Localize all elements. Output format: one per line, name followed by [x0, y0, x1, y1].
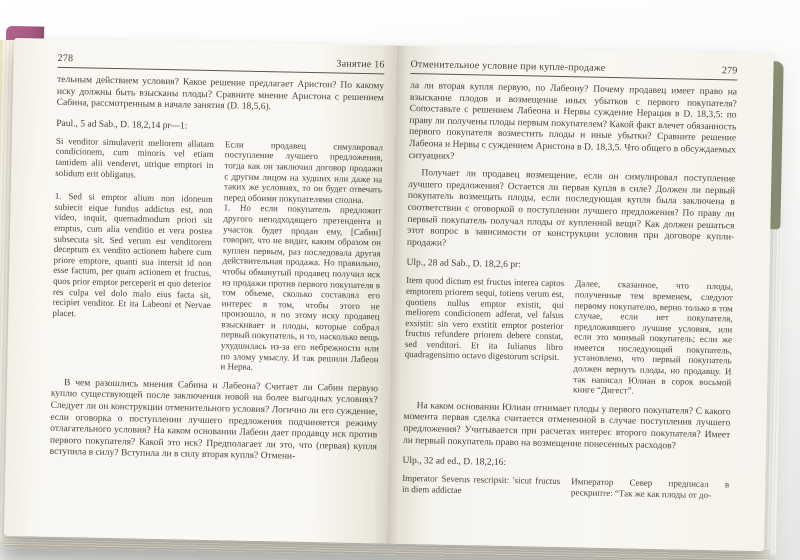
right-columns-1: [404, 275, 733, 398]
latin-paragraph-2: 1. Sed si emptor alium non idoneum subiecit eique fundus addictus est, non video, inquit, quemadmodum priori sit emptus, cum alia venditio et vera postea subsecuta sit. Sed verum est venditorem deceptum ex vendito actionem habere cum priore emptore, quanti sua intersit id non esse factum, per quam actionem et fructus, quos prior emptor perceperit et quo deterior res culpa vel dolo malo eius facta sit, recipiet venditor. Et ita Labeoni et Nervae placet.: [52, 191, 213, 318]
right-intro-paragraph-2: Получает ли продавец возмещение, если он симулировал поступление лучшего предложения? Остается ли первая купля в силе? Должен ли первый покупатель возмещать плоды, если последующая купля была заключена в соответствии с оговоркой о поступлении лучшего предложения? По праву ли первый покупатель получал плоды от купленной вещи? Как должен решаться этот вопрос в зависимости от конструкции условия при договоре купли-продажи?: [406, 168, 736, 249]
russian-paragraph-1: Если продавец симулировал поступление лучшего предложения, тогда как он заключил договор продажи с другим лицом на худших или даже на таких же условиях, то он будет отвечать перед обоими покупателями сполна.: [223, 139, 383, 205]
right-citation-2: Ulp., 32 ad ed., D. 18,2,16:: [402, 456, 507, 469]
right-latin-column-2: [402, 473, 560, 497]
left-intro-paragraph: тельным действием условия? Какое решение предлагает Аристон? По какому иску должны быть взысканы плоды? Сравните мнение Аристона с решением Сабина, рассмотренным в начале занятия (D. 18,5,6).: [56, 74, 385, 113]
latin-paragraph-1: Si venditor simulaverit meliorem allatam condicionem, cum minoris vel etiam tantidem alii venderet, utrique emptori in solidum erit obligatus.: [55, 135, 215, 180]
russian-paragraph: Далее, сказанное, что плоды, полученные тем временем, следуют первому покупателю, верно только в том случае, если нет покупателя, предложившего лучшие условия, или если это мнимый покупатель; если же имеется последующий покупатель, установлено, что первый покупатель должен вернуть плоды, но продавцу. И так написал Юлиан в сорок восьмой книге “Дигест”.: [572, 278, 734, 396]
left-russian-column: [220, 139, 383, 375]
left-columns: [51, 136, 383, 376]
page-left-header: [57, 53, 384, 75]
page-number-right: 279: [721, 65, 738, 77]
left-citation: Paul., 5 ad Sab., D. 18,2,14 pr—1:: [56, 118, 188, 132]
right-intro-paragraph-1: ла ли вторая купля первую, по Лабеону? Почему продавец имеет право на взыскание плодов и возмещение иных убытков с первого покупателя? Сопоставьте с решением Лабеона и Нервы суждение Нерация в D. 18,3,5: по праву ли получены плоды первым покупателем? Какой факт влечет обязанность первого покупателя возместить плоды и иные убытки? Сравните решение Лабеона и Нервы с суждением Аристона в D. 18,3,5. Что общего в обсуждаемых ситуациях?: [408, 80, 738, 162]
page-spread: [4, 38, 774, 551]
right-russian-column-2: [571, 476, 729, 500]
running-title-left: Занятие 16: [336, 58, 385, 71]
latin-paragraph: Item quod dictum est fructus interea captos emptorem priorem sequi, totiens verum est, quotiens nullus emptor existit, qui meliorem condicionem adferat, vel falsus exsistit: sin vero exstitit emptor posterior fructus refundere priorem debere constat, sed venditori. Et ita Iulianus libro quadragensimo octavo digestorum scripsit.: [404, 275, 565, 363]
russian-paragraph: Император Север предписал в рескрипте: “Так же как плоды от до-: [570, 476, 730, 500]
right-latin-column-1: [404, 275, 564, 395]
russian-paragraph-2: 1. Но если покупатель предложит другого неподходящего претендента и участок будет продан ему, [Сабин] говорит, что не видит, каким образом он куплен первым, раз последовала другая действительная продажа. Но правильно, чтобы обманутый продавец получил иск из продажи против первого покупателя в том объеме, сколько составлял его интерес в том, чтобы этого не произошло, и по этому иску продавец взыскивает и плоды, которые собрал первый покупатель, и то, насколько вещь ухудшилась из-за его небрежности или по злому умыслу. И так решили Лабеон и Нерва.: [220, 202, 382, 373]
right-columns-2: [402, 473, 729, 501]
right-russian-column-1: [573, 279, 733, 399]
running-title-right: Отменительное условие при купле-продаже: [410, 58, 606, 74]
left-questions-paragraph: В чем разошлись мнения Сабина и Лабеона? Считает ли Сабин первую куплю существующей после заключения новой на более выгодных условиях? Следует ли он конструкции отменительного условия? Логично ли его суждение, если оговорка о поступлении лучшего предложения подчиняется режиму отлагательного условия? На каком основании Лабеон дает продавцу иск против первого покупателя? Какой это иск? Предполагает ли это, что (первая) купля вступила в силу? Вступила ли в силу вторая купля? Отмени-: [49, 377, 379, 463]
page-right: [387, 46, 774, 551]
latin-paragraph: Imperator Severus rescripsit: 'sicut fructus in diem addictae: [401, 473, 561, 495]
right-questions-paragraph: На каком основании Юлиан отнимает плоды у первого покупателя? С какого момента первая сделка считается отмененной в случае поступления лучшего предложения? Учитывается при расчетах интерес второго покупателя? Имеет ли первый покупатель право на возмещение понесенных расходов?: [402, 401, 731, 451]
page-number-left: 278: [57, 52, 74, 65]
left-latin-column: [51, 136, 214, 372]
open-book: [4, 38, 774, 551]
page-left: [4, 38, 397, 544]
right-citation-1: Ulp., 28 ad Sab., D. 18,2,6 pr:: [406, 258, 521, 271]
page-right-header: [410, 59, 737, 81]
